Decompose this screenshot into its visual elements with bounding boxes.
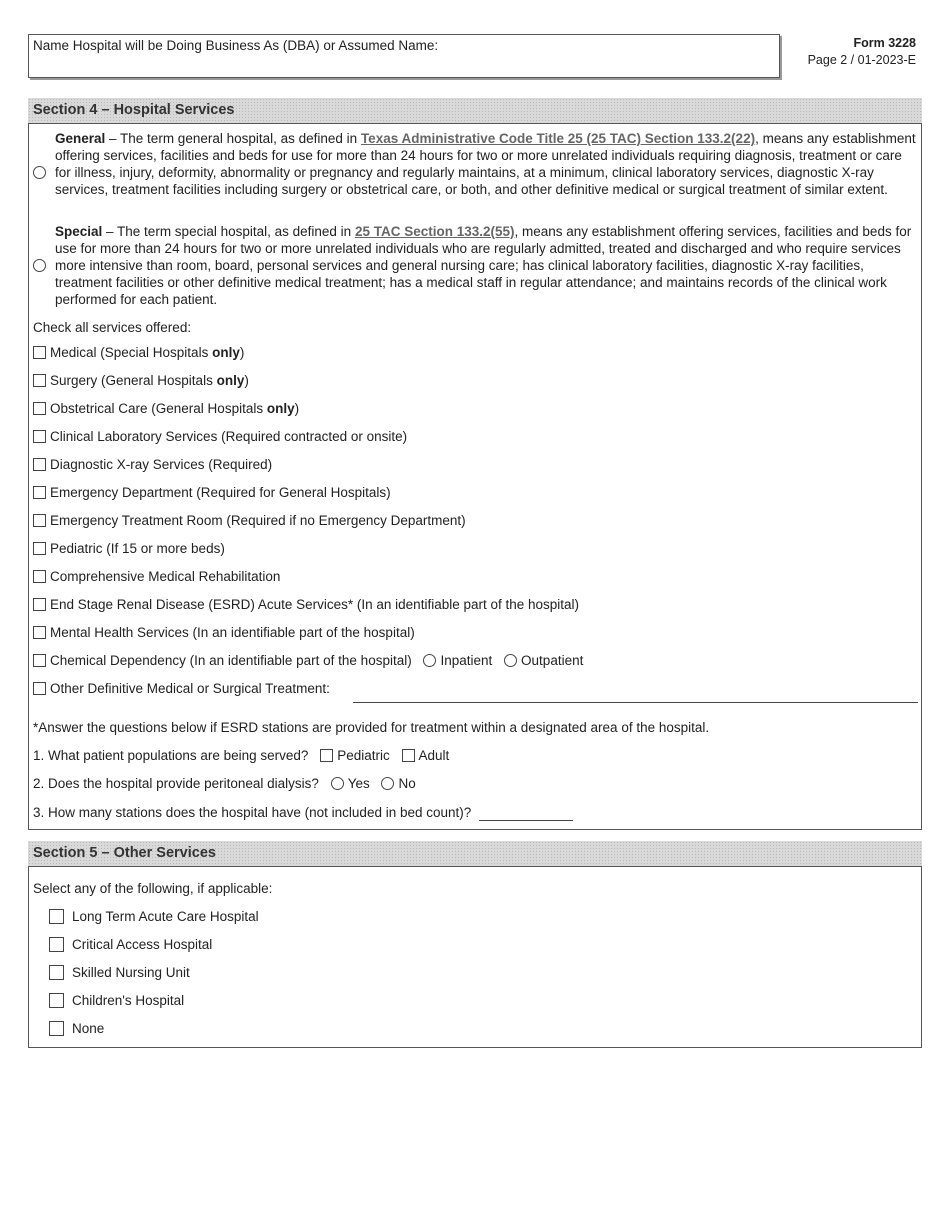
inpatient-option: Inpatient xyxy=(423,653,492,668)
q2-yes-option: Yes xyxy=(331,776,370,791)
xray-checkbox[interactable] xyxy=(33,458,46,471)
other-checkbox[interactable] xyxy=(33,682,46,695)
q1-pediatric-option: Pediatric xyxy=(320,748,390,763)
section-5-header: Section 5 – Other Services xyxy=(28,841,922,866)
service-chemical: Chemical Dependency (In an identifiable part of the hospital) Inpatient Outpatient xyxy=(33,652,917,669)
check-all-label: Check all services offered: xyxy=(33,320,192,335)
other-service-childrens: Children's Hospital xyxy=(49,992,184,1009)
general-hospital-option xyxy=(29,130,917,198)
other-service-skilled-nursing: Skilled Nursing Unit xyxy=(49,964,190,981)
service-xray: Diagnostic X-ray Services (Required) xyxy=(33,456,917,473)
q2-no-radio[interactable] xyxy=(381,777,394,790)
page-info: Page 2 / 01-2023-E xyxy=(807,53,916,67)
emergency-room-checkbox[interactable] xyxy=(33,514,46,527)
service-emergency-room: Emergency Treatment Room (Required if no Emergency Department) xyxy=(33,512,917,529)
q2-yes-radio[interactable] xyxy=(331,777,344,790)
surgery-checkbox[interactable] xyxy=(33,374,46,387)
critical-access-checkbox[interactable] xyxy=(49,937,64,952)
question-2: 2. Does the hospital provide peritoneal dialysis? Yes No xyxy=(33,776,416,791)
tac-133-2-22-link[interactable]: Texas Administrative Code Title 25 (25 TAC) Section 133.2(22) xyxy=(360,131,756,146)
form-identifier xyxy=(808,35,916,69)
ltach-checkbox[interactable] xyxy=(49,909,64,924)
service-medical: Medical (Special Hospitals only) xyxy=(33,344,917,361)
service-esrd: End Stage Renal Disease (ESRD) Acute Services* (In an identifiable part of the hospital) xyxy=(33,596,917,613)
form-number: Form 3228 xyxy=(853,36,916,50)
dba-label: Name Hospital will be Doing Business As (DBA) or Assumed Name: xyxy=(33,38,439,53)
q1-pediatric-checkbox[interactable] xyxy=(320,749,333,762)
other-service-critical-access: Critical Access Hospital xyxy=(49,936,212,953)
obstetrical-checkbox[interactable] xyxy=(33,402,46,415)
q1-adult-checkbox[interactable] xyxy=(402,749,415,762)
skilled-nursing-checkbox[interactable] xyxy=(49,965,64,980)
question-3: 3. How many stations does the hospital have (not included in bed count)? xyxy=(33,804,917,821)
section-4-box xyxy=(28,123,922,830)
emergency-dept-checkbox[interactable] xyxy=(33,486,46,499)
none-checkbox[interactable] xyxy=(49,1021,64,1036)
service-rehab: Comprehensive Medical Rehabilitation xyxy=(33,568,917,585)
medical-checkbox[interactable] xyxy=(33,346,46,359)
other-service-ltach: Long Term Acute Care Hospital xyxy=(49,908,259,925)
general-hospital-radio[interactable] xyxy=(33,166,46,179)
special-hospital-radio[interactable] xyxy=(33,259,46,272)
question-1: 1. What patient populations are being served? Pediatric Adult xyxy=(33,748,450,763)
stations-count-input[interactable] xyxy=(479,804,573,821)
tac-133-2-55-link[interactable]: 25 TAC Section 133.2(55) xyxy=(354,224,515,239)
rehab-checkbox[interactable] xyxy=(33,570,46,583)
service-obstetrical: Obstetrical Care (General Hospitals only) xyxy=(33,400,917,417)
section-4-header: Section 4 – Hospital Services xyxy=(28,98,922,123)
service-mental-health: Mental Health Services (In an identifiable part of the hospital) xyxy=(33,624,917,641)
dba-name-field[interactable] xyxy=(28,34,780,78)
childrens-hospital-checkbox[interactable] xyxy=(49,993,64,1008)
outpatient-option: Outpatient xyxy=(504,653,583,668)
q2-no-option: No xyxy=(381,776,415,791)
q1-adult-option: Adult xyxy=(402,748,450,763)
general-hospital-text: General – The term general hospital, as defined in Texas Administrative Code Title 25 (25 TAC) Section 133.2(22), means any establishment offering services, facilities and beds for use for more than 24 hours for two or more unrelated individuals requiring diagnosis, treatment or care for illness, injury, deformity, abnormality or pregnancy and regularly maintains, at a minimum, clinical laboratory services, diagnostic X-ray services, treatment facilities including surgery or obstetrical care, or both, and other definitive medical or surgical treatment of similar extent. xyxy=(55,131,916,197)
service-pediatric: Pediatric (If 15 or more beds) xyxy=(33,540,917,557)
service-surgery: Surgery (General Hospitals only) xyxy=(33,372,917,389)
service-emergency-dept: Emergency Department (Required for General Hospitals) xyxy=(33,484,917,501)
service-clinical-lab: Clinical Laboratory Services (Required contracted or onsite) xyxy=(33,428,917,445)
esrd-checkbox[interactable] xyxy=(33,598,46,611)
pediatric-checkbox[interactable] xyxy=(33,542,46,555)
mental-health-checkbox[interactable] xyxy=(33,626,46,639)
outpatient-radio[interactable] xyxy=(504,654,517,667)
section-5-box xyxy=(28,866,922,1048)
esrd-note: *Answer the questions below if ESRD stations are provided for treatment within a designated area of the hospital. xyxy=(33,720,710,735)
clinical-lab-checkbox[interactable] xyxy=(33,430,46,443)
other-service-none: None xyxy=(49,1020,104,1037)
inpatient-radio[interactable] xyxy=(423,654,436,667)
section-5-intro: Select any of the following, if applicable: xyxy=(33,881,273,896)
service-other: Other Definitive Medical or Surgical Treatment: xyxy=(33,680,917,697)
special-hospital-option xyxy=(29,223,917,308)
other-treatment-input[interactable] xyxy=(353,686,918,703)
special-hospital-text: Special – The term special hospital, as defined in 25 TAC Section 133.2(55), means any establishment offering services, facilities and beds for use for more than 24 hours for two or more unrelated individuals who are regularly admitted, treated and discharged and who require services more intensive than room, board, personal services and general nursing care; has clinical laboratory facilities, diagnostic X-ray facilities, treatment facilities or other definitive medical treatment; has a medical staff in regular attendance; and maintains records of the clinical work performed for each patient. xyxy=(55,224,912,307)
chemical-checkbox[interactable] xyxy=(33,654,46,667)
